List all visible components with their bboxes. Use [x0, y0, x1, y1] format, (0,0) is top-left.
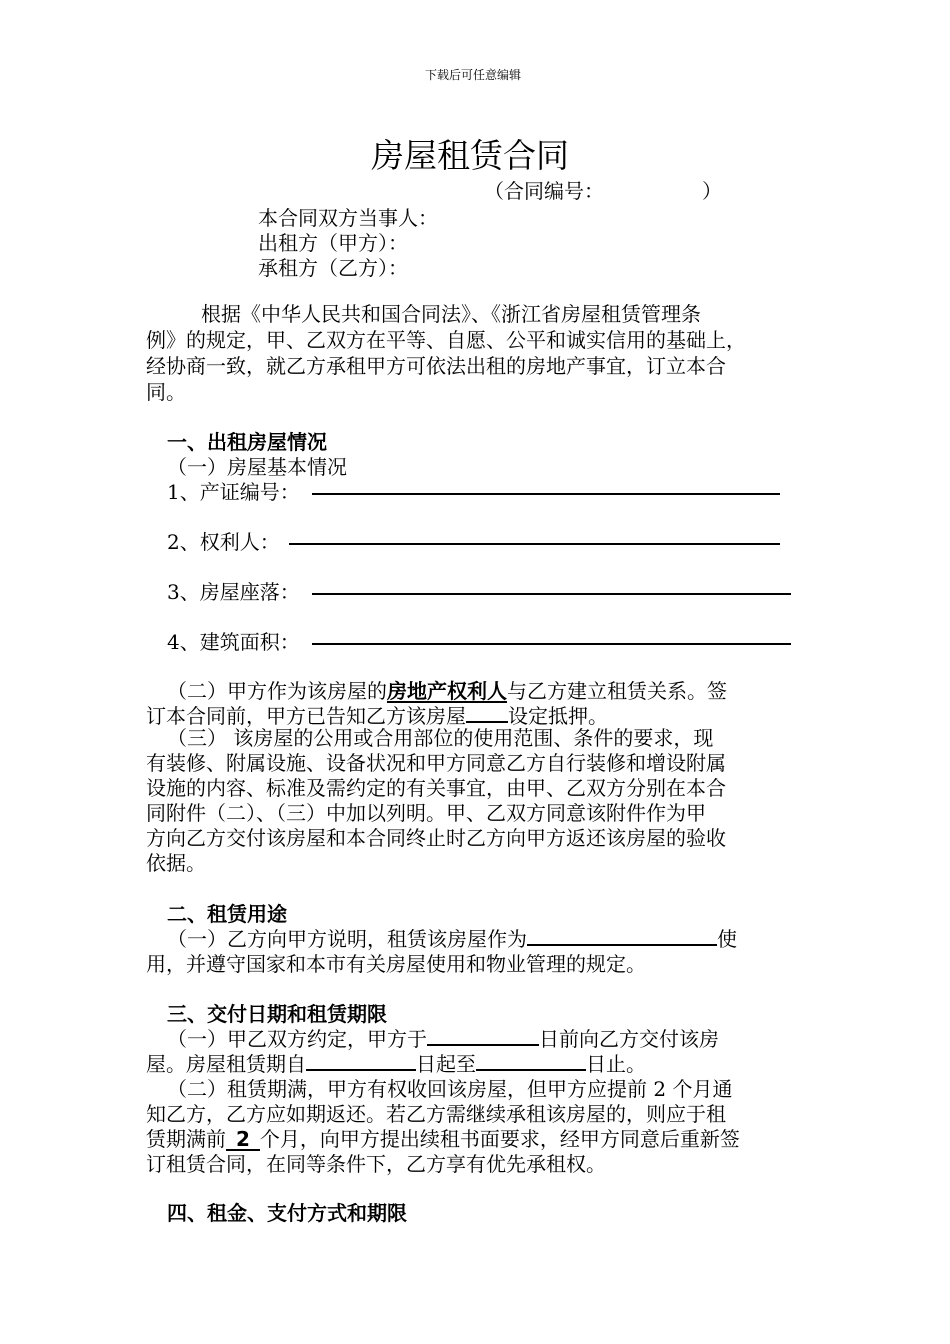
lease-end-blank[interactable]: [476, 1053, 586, 1071]
field-location-line[interactable]: [312, 593, 791, 595]
parties-intro: 本合同双方当事人：: [258, 206, 438, 230]
property-owner-emphasis: 房地产权利人: [387, 679, 507, 703]
field-location-label: 3、房屋座落：: [167, 580, 300, 604]
section1-sub3-line: 同附件（二）、（三）中加以列明。甲、乙双方同意该附件作为甲: [146, 801, 706, 825]
field-cert-number-label: 1、产证编号：: [167, 480, 300, 504]
delivery-text-after: 日前向乙方交付该房: [539, 1027, 719, 1051]
section2-line1-after: 使: [717, 927, 737, 951]
field-owner-line[interactable]: [289, 543, 780, 545]
lease-term-text-b: 日起至: [416, 1052, 476, 1076]
sub2-line2-after: 设定抵押。: [508, 704, 608, 728]
section2-line2: 用，并遵守国家和本市有关房屋使用和物业管理的规定。: [146, 952, 646, 976]
field-cert-number-line[interactable]: [312, 493, 780, 495]
section3-heading: 三、交付日期和租赁期限: [167, 1002, 387, 1026]
field-area-label: 4、建筑面积：: [167, 630, 300, 654]
delivery-date-blank[interactable]: [427, 1028, 539, 1046]
preamble-line: 根据《中华人民共和国合同法》、《浙江省房屋租赁管理条: [201, 302, 701, 326]
lessor-label: 出租方（甲方）：: [258, 231, 408, 255]
field-area-line[interactable]: [312, 643, 791, 645]
section1-sub3-line: 依据。: [146, 851, 206, 875]
renewal-months-value: 2: [226, 1129, 260, 1151]
section1-sub3-line: 方向乙方交付该房屋和本合同终止时乙方向甲方返还该房屋的验收: [146, 826, 726, 850]
document-title: 房屋租赁合同: [371, 136, 569, 175]
section2-line1-before: （一）乙方向甲方说明，租赁该房屋作为: [167, 927, 527, 951]
section1-sub3-line: 有装修、附属设施、设备状况和甲方同意乙方自行装修和增设附属: [146, 751, 726, 775]
contract-number-suffix: ）: [702, 179, 722, 203]
lessee-label: 承租方（乙方）：: [258, 256, 408, 280]
mortgage-blank[interactable]: [466, 705, 508, 723]
section3-p2-line: 订租赁合同，在同等条件下，乙方享有优先承租权。: [146, 1152, 606, 1176]
lease-term-text-a: 屋。房屋租赁期自: [146, 1052, 306, 1076]
section3-p2-line: （二）租赁期满，甲方有权收回该房屋，但甲方应提前 2 个月通: [167, 1077, 733, 1101]
section1-sub1: （一）房屋基本情况: [167, 455, 347, 479]
section1-sub3-line: 设施的内容、标准及需约定的有关事宜，由甲、乙双方分别在本合: [146, 776, 726, 800]
section3-p2-line: 知乙方，乙方应如期返还。若乙方需继续承租该房屋的，则应于租: [146, 1102, 726, 1126]
field-owner-label: 2、权利人：: [167, 530, 280, 554]
renewal-text-after: 个月，向甲方提出续租书面要求，经甲方同意后重新签: [259, 1127, 740, 1151]
preamble-line: 同。: [146, 380, 186, 404]
preamble-line: 例》的规定，甲、乙双方在平等、自愿、公平和诚实信用的基础上，: [146, 328, 746, 352]
section2-heading: 二、租赁用途: [167, 902, 287, 926]
sub2-text-after: 与乙方建立租赁关系。签: [507, 679, 727, 703]
section4-heading: 四、租金、支付方式和期限: [167, 1201, 407, 1225]
preamble-line: 经协商一致，就乙方承租甲方可依法出租的房地产事宜，订立本合: [146, 354, 726, 378]
renewal-text-before: 赁期满前: [146, 1127, 226, 1151]
sub2-text-before: （二）甲方作为该房屋的: [167, 679, 387, 703]
section1-sub3-line: （三） 该房屋的公用或合用部位的使用范围、条件的要求，现: [167, 726, 714, 750]
section1-heading: 一、出租房屋情况: [167, 430, 327, 454]
usage-blank[interactable]: [527, 928, 717, 946]
lease-start-blank[interactable]: [306, 1053, 416, 1071]
lease-term-text-c: 日止。: [586, 1052, 646, 1076]
sub2-line2-before: 订本合同前，甲方已告知乙方该房屋: [146, 704, 466, 728]
header-note: 下载后可任意编辑: [425, 68, 522, 82]
contract-number-prefix: （合同编号：: [484, 179, 604, 203]
delivery-text-before: （一）甲乙双方约定，甲方于: [167, 1027, 427, 1051]
